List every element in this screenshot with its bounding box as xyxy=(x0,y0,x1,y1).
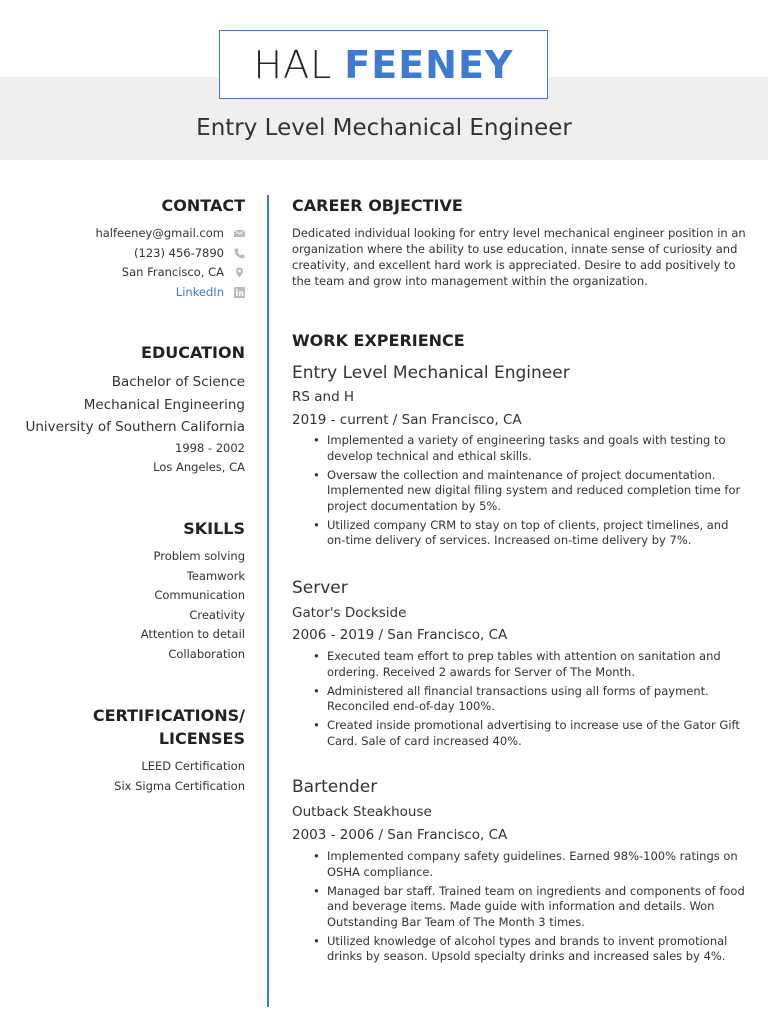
skill-item: Creativity xyxy=(189,608,245,622)
certifications-heading: CERTIFICATIONS/ xyxy=(92,706,245,725)
skill-item: Problem solving xyxy=(153,549,245,563)
contact-email-text: halfeeney@gmail.com xyxy=(95,226,224,240)
list-item: • Oversaw the collection and maintenance of project documentation. Implemented new digital filing system and reduced completion time for project documentation by 5%. xyxy=(292,468,748,515)
certification-item: LEED Certification xyxy=(141,759,245,773)
contact-phone xyxy=(134,246,245,260)
linkedin-icon xyxy=(234,287,245,298)
job-bullets xyxy=(292,849,748,968)
education-major: Mechanical Engineering xyxy=(83,397,245,413)
job-title-header: Entry Level Mechanical Engineer xyxy=(196,115,572,141)
experience-heading: WORK EXPERIENCE xyxy=(292,331,465,350)
contact-location xyxy=(122,265,245,279)
column-divider xyxy=(267,195,269,1007)
linkedin-link[interactable]: LinkedIn xyxy=(175,285,224,299)
licenses-heading: LICENSES xyxy=(158,729,245,748)
job-bullets xyxy=(292,433,748,552)
phone-icon xyxy=(234,248,245,259)
education-heading: EDUCATION xyxy=(141,343,245,362)
objective-text: Dedicated individual looking for entry level mechanical engineer position in an organization where the ability to use education, innate sense of curiosity and creativity, and excellent hard work is appreciated. Desire to add positively to the team and grow into management within the organization. xyxy=(292,226,746,288)
education-degree: Bachelor of Science xyxy=(111,374,245,390)
job-title: Entry Level Mechanical Engineer xyxy=(292,363,570,383)
skill-item: Collaboration xyxy=(168,647,245,661)
last-name: FEENEY xyxy=(344,42,514,87)
list-item: • Administered all financial transactions using all forms of payment. Reconciled end-of-day 100%. xyxy=(292,684,748,715)
list-item: • Implemented a variety of engineering tasks and goals with testing to develop technical and ethical skills. xyxy=(292,433,748,464)
education-location: Los Angeles, CA xyxy=(153,460,245,474)
objective-heading: CAREER OBJECTIVE xyxy=(292,196,463,215)
contact-email xyxy=(95,226,245,240)
job-dates: 2003 - 2006 / San Francisco, CA xyxy=(292,827,508,843)
skill-item: Communication xyxy=(154,588,245,602)
list-item: • Utilized company CRM to stay on top of clients, project timelines, and on-time delivery of services. Increased on-time delivery by 7%. xyxy=(292,518,748,549)
first-name: HAL xyxy=(253,42,333,87)
skill-item: Attention to detail xyxy=(140,627,245,641)
contact-location-text: San Francisco, CA xyxy=(121,265,224,279)
contact-linkedin[interactable] xyxy=(176,285,245,299)
job-dates: 2019 - current / San Francisco, CA xyxy=(292,412,522,428)
map-pin-icon xyxy=(234,267,245,278)
list-item: • Utilized knowledge of alcohol types and brands to invent promotional drinks by season. Upsold specialty drinks and increased sales by 4%. xyxy=(292,934,748,965)
education-years: 1998 - 2002 xyxy=(175,441,245,455)
job-company: RS and H xyxy=(292,389,355,405)
job-bullets xyxy=(292,649,748,753)
skill-item: Teamwork xyxy=(186,569,245,583)
list-item: • Managed bar staff. Trained team on ingredients and components of food and beverage items. Made guide with information and details. Won Outstanding Bar Team of The Month 3 times. xyxy=(292,884,748,931)
envelope-icon xyxy=(234,228,245,239)
contact-heading: CONTACT xyxy=(161,196,245,215)
list-item: • Created inside promotional advertising to increase use of the Gator Gift Card. Sale of card increased 40%. xyxy=(292,718,748,749)
list-item: • Implemented company safety guidelines. Earned 98%-100% ratings on OSHA compliance. xyxy=(292,849,748,880)
list-item: • Executed team effort to prep tables with attention on sanitation and ordering. Received 2 awards for Server of The Month. xyxy=(292,649,748,680)
certification-item: Six Sigma Certification xyxy=(114,779,245,793)
job-dates: 2006 - 2019 / San Francisco, CA xyxy=(292,627,508,643)
contact-phone-text: (123) 456-7890 xyxy=(134,246,224,260)
education-school: University of Southern California xyxy=(25,419,245,435)
job-title: Server xyxy=(292,578,348,598)
name-box xyxy=(219,30,548,99)
job-title: Bartender xyxy=(292,777,378,797)
skills-heading: SKILLS xyxy=(183,519,245,538)
job-company: Gator's Dockside xyxy=(292,605,407,621)
job-company: Outback Steakhouse xyxy=(292,804,432,820)
